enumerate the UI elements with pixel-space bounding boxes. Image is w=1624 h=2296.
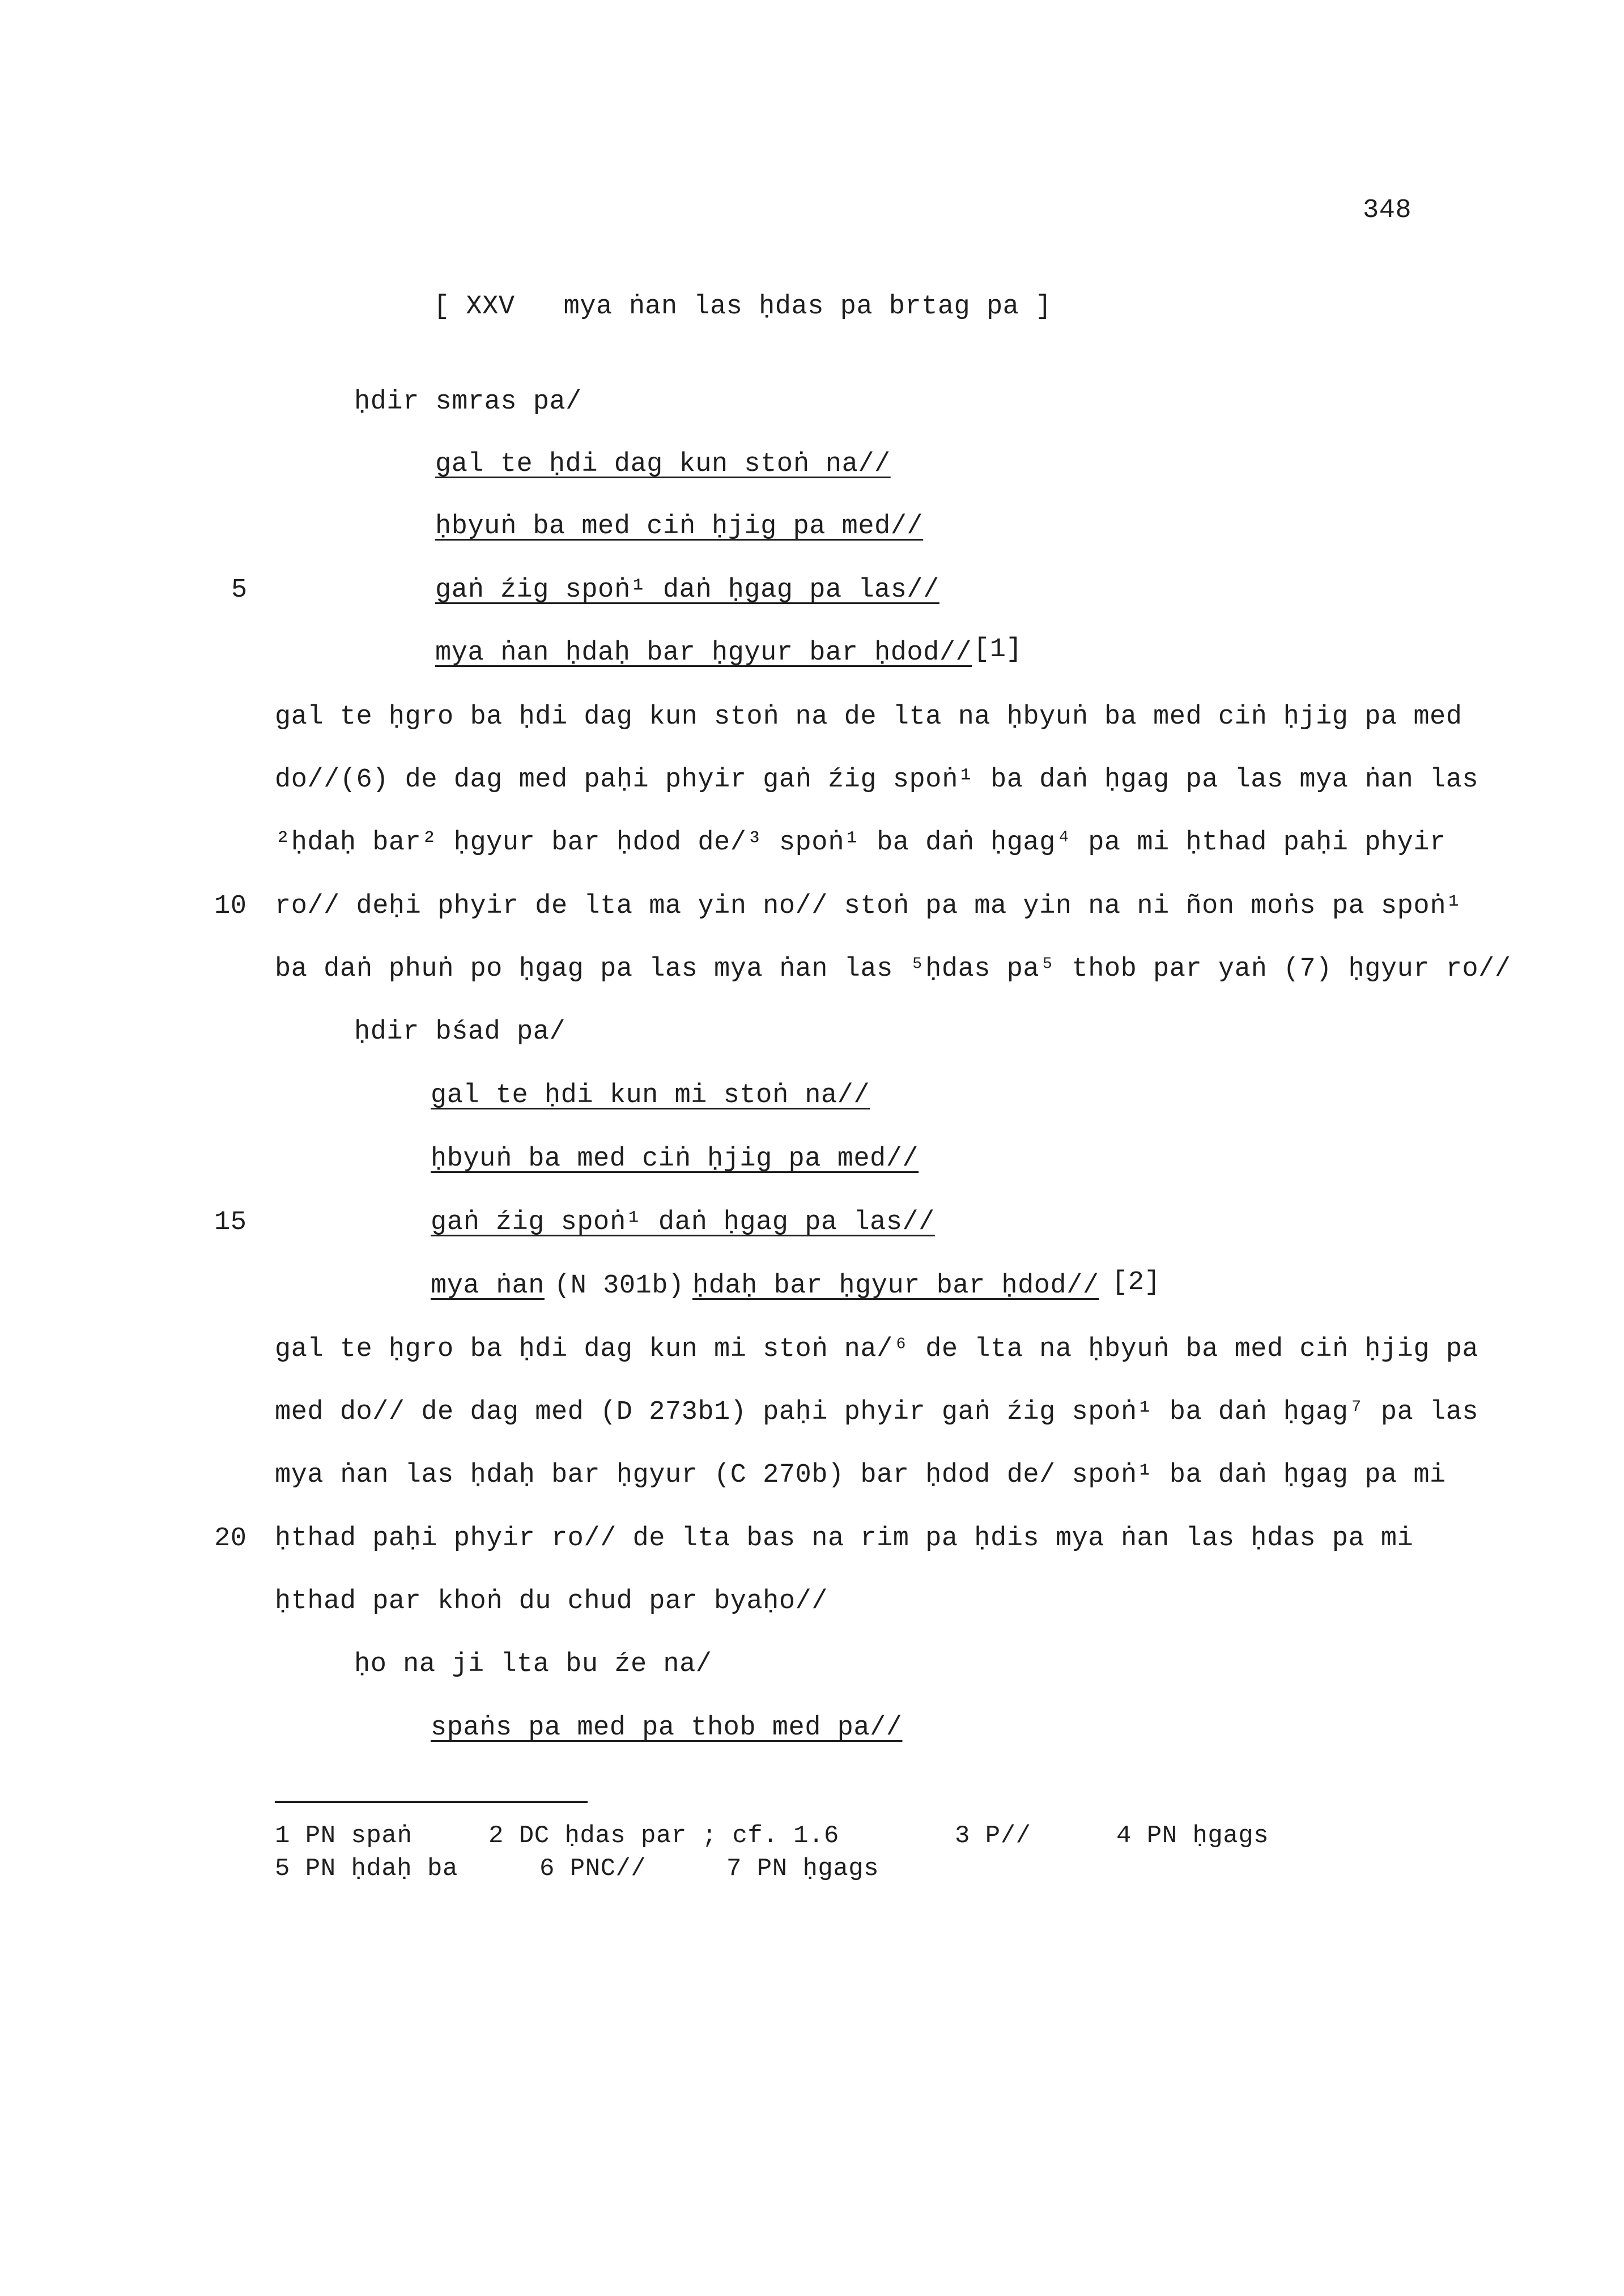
verse-line: gaṅ źig spoṅ¹ daṅ ḥgag pa las// xyxy=(431,1207,935,1238)
text-line: gal te ḥgro ba ḥdi dag kun stoṅ na de lta na ḥbyuṅ ba med ciṅ ḥjig pa med xyxy=(275,702,1463,732)
verse-line: ḥbyuṅ ba med ciṅ ḥjig pa med// xyxy=(431,1144,919,1174)
text-line: gal te ḥgro ba ḥdi dag kun mi stoṅ na/⁶ de lta na ḥbyuṅ ba med ciṅ ḥjig pa xyxy=(275,1334,1479,1364)
footnote: 2 DC ḥdas par ; cf. 1.6 xyxy=(488,1822,839,1850)
chapter-heading: [ XXV mya ṅan las ḥdas pa brtag pa ] xyxy=(433,292,1052,322)
verse-line: gaṅ źig spoṅ¹ daṅ ḥgag pa las// xyxy=(435,575,939,605)
line-number-5: 5 xyxy=(231,575,248,605)
text-line: ba daṅ phuṅ po ḥgag pa las mya ṅan las ⁵ḥdas pa⁵ thob par yaṅ (7) ḥgyur ro// xyxy=(275,954,1511,984)
text-line: ḥo na ji lta bu źe na/ xyxy=(354,1649,712,1680)
footnote: 7 PN ḥgags xyxy=(726,1855,879,1883)
verse-line: ḥbyuṅ ba med ciṅ ḥjig pa med// xyxy=(435,512,924,542)
text-line: ḥdir bśad pa/ xyxy=(354,1017,566,1047)
verse-line: gal te ḥdi dag kun stoṅ na// xyxy=(435,449,891,479)
verse-number: [1] xyxy=(973,635,1023,665)
footnote: 3 P// xyxy=(955,1822,1031,1850)
verse-line: gal te ḥdi kun mi stoṅ na// xyxy=(431,1081,870,1111)
text-line: do//(6) de dag med paḥi phyir gaṅ źig spoṅ¹ ba daṅ ḥgag pa las mya ṅan las xyxy=(275,765,1479,795)
verse-line: mya ṅan ḥdaḥ bar ḥgyur bar ḥdod// xyxy=(435,638,972,668)
footnote: 5 PN ḥdaḥ ba xyxy=(275,1855,458,1883)
text-line: med do// de dag med (D 273b1) paḥi phyir gaṅ źig spoṅ¹ ba daṅ ḥgag⁷ pa las xyxy=(275,1397,1479,1427)
footnote: 4 PN ḥgags xyxy=(1116,1822,1269,1850)
text-line: ḥthad par khoṅ du chud par byaḥo// xyxy=(275,1587,828,1617)
page-number: 348 xyxy=(1363,195,1412,226)
verse-number: [2] xyxy=(1112,1268,1161,1298)
verse-line: mya ṅan xyxy=(431,1271,545,1301)
footnote: 1 PN spaṅ xyxy=(275,1822,413,1850)
text-line: ḥdir smras pa/ xyxy=(354,387,582,417)
verse-line: spaṅs pa med pa thob med pa// xyxy=(431,1713,903,1743)
text-line: mya ṅan las ḥdaḥ bar ḥgyur (C 270b) bar ḥdod de/ spoṅ¹ ba daṅ ḥgag pa mi xyxy=(275,1460,1446,1490)
text-line: ro// deḥi phyir de lta ma yin no// stoṅ pa ma yin na ni ñon moṅs pa spoṅ¹ xyxy=(275,891,1463,921)
text-line: ²ḥdaḥ bar² ḥgyur bar ḥdod de/³ spoṅ¹ ba daṅ ḥgag⁴ pa mi ḥthad paḥi phyir xyxy=(275,828,1446,858)
folio-reference: (N 301b) xyxy=(554,1271,685,1301)
verse-line: ḥdaḥ bar ḥgyur bar ḥdod// xyxy=(692,1271,1099,1301)
text-line: ḥthad paḥi phyir ro// de lta bas na rim pa ḥdis mya ṅan las ḥdas pa mi xyxy=(275,1524,1414,1554)
footnote: 6 PNC// xyxy=(539,1855,647,1883)
line-number-10: 10 xyxy=(214,891,247,921)
footnote-rule xyxy=(275,1801,588,1803)
line-number-15: 15 xyxy=(214,1207,247,1238)
line-number-20: 20 xyxy=(214,1524,247,1554)
